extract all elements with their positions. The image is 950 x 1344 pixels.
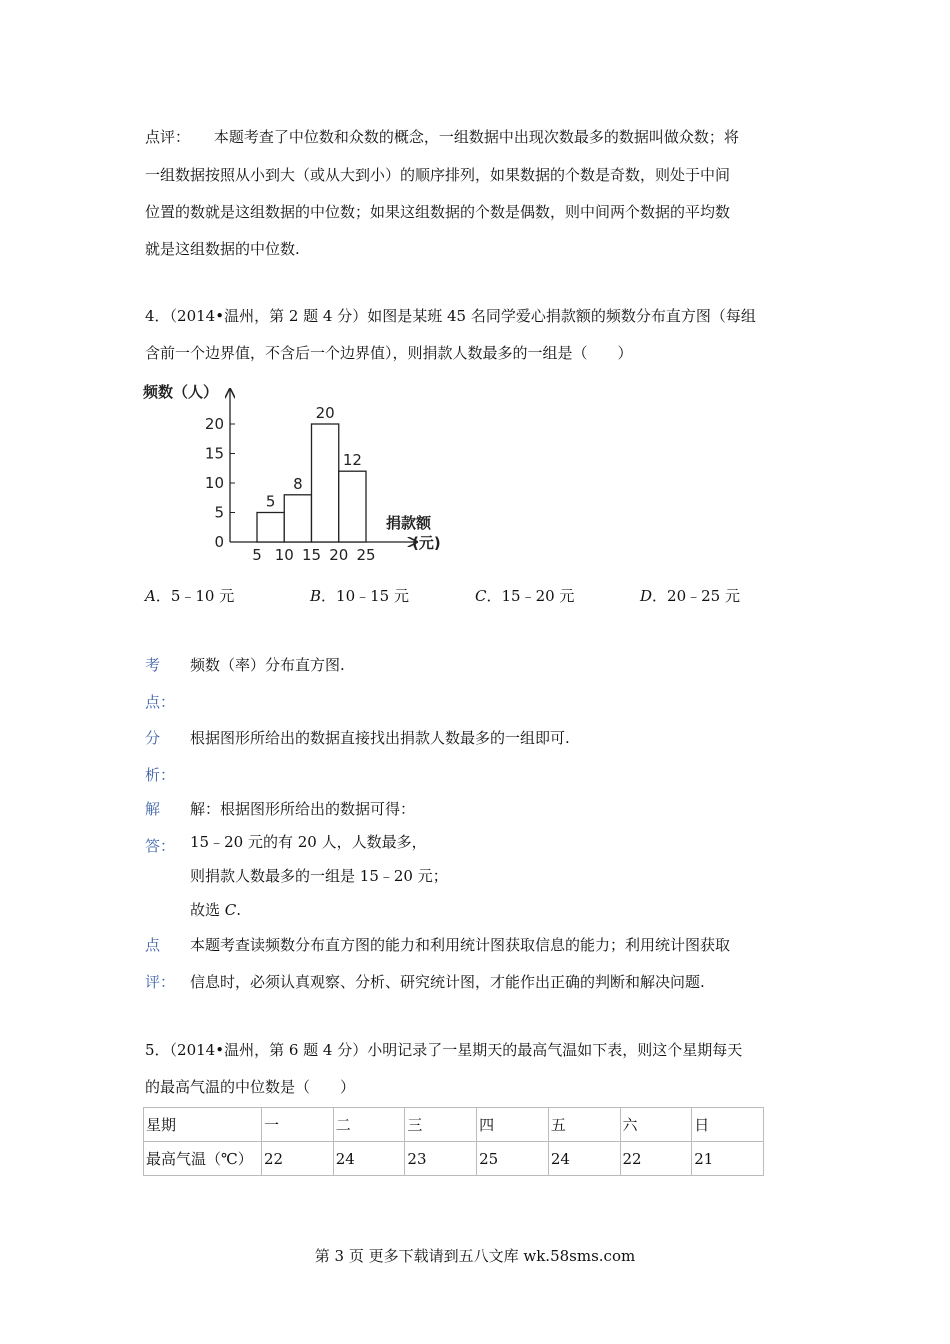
table-cell: 24 xyxy=(548,1142,620,1176)
choice-b-text: ．10﹣15 元 xyxy=(321,587,409,605)
comment-text-1: 本题考查了中位数和众数的概念，一组数据中出现次数最多的数据叫做众数；将 xyxy=(213,128,739,146)
table-cell: 22 xyxy=(262,1142,334,1176)
choice-b xyxy=(310,586,409,606)
table-cell: 21 xyxy=(692,1142,764,1176)
page-footer: 第 3 页 更多下载请到五八文库 wk.58sms.com xyxy=(314,1247,636,1265)
bar-value-label: 5 xyxy=(265,492,276,511)
jieda-line-3: 则捐款人数最多的一组是 15﹣20 元； xyxy=(190,867,448,885)
jieda-line-4 xyxy=(190,900,241,920)
fenxi-text: 根据图形所给出的数据直接找出捐款人数最多的一组即可. xyxy=(190,729,570,747)
q4-stem-line-2: 含前一个边界值，不含后一个边界值），则捐款人数最多的一组是（ ） xyxy=(145,344,633,362)
q5-stem-line-1: 5．（2014•温州，第 6 题 4 分）小明记录了一星期天的最高气温如下表，则这个星期每天 xyxy=(145,1041,743,1059)
chart-y-label: 频数（人） xyxy=(143,383,219,401)
temperature-table xyxy=(143,1107,764,1176)
chart-x-label-2: (元) xyxy=(412,534,441,552)
jieda-label-1: 解 xyxy=(145,800,161,818)
dianping-line-2: 信息时，必须认真观察、分析、研究统计图，才能作出正确的判断和解决问题. xyxy=(190,973,705,991)
table-cell: 四 xyxy=(477,1108,549,1142)
y-tick-label: 5 xyxy=(214,503,224,522)
choice-d-text: ．20﹣25 元 xyxy=(652,587,740,605)
choice-b-letter: B xyxy=(310,587,322,605)
choice-a-text: ．5﹣10 元 xyxy=(155,587,235,605)
table-cell: 23 xyxy=(405,1142,477,1176)
y-tick-label: 15 xyxy=(204,444,224,463)
table-row xyxy=(144,1142,764,1176)
histogram-bar xyxy=(339,471,366,542)
histogram-bar xyxy=(257,513,284,543)
dianping-label-2: 评： xyxy=(145,973,176,991)
table-cell: 日 xyxy=(692,1108,764,1142)
choice-c xyxy=(475,586,574,606)
kaodian-label-2: 点： xyxy=(145,693,176,711)
jieda-answer-letter: C xyxy=(224,901,237,919)
table-cell: 最高气温（℃） xyxy=(144,1142,262,1176)
fenxi-label-2: 析： xyxy=(145,766,176,784)
kaodian-label-1: 考 xyxy=(145,656,161,674)
dianping-line-1: 本题考查读频数分布直方图的能力和利用统计图获取信息的能力；利用统计图获取 xyxy=(190,936,731,954)
jieda-label-2: 答： xyxy=(145,837,176,855)
comment-line-4: 就是这组数据的中位数. xyxy=(145,240,300,258)
table-cell: 二 xyxy=(333,1108,405,1142)
x-tick-label: 15 xyxy=(301,546,322,564)
table-cell: 三 xyxy=(405,1108,477,1142)
q5-stem-line-2: 的最高气温的中位数是（ ） xyxy=(145,1078,356,1096)
y-tick-label: 20 xyxy=(204,415,224,433)
histogram-chart xyxy=(140,378,460,568)
choice-d-letter: D xyxy=(640,587,653,605)
y-tick-label: 0 xyxy=(214,533,224,551)
table-cell: 星期 xyxy=(144,1108,262,1142)
chart-x-label-1: 捐款额 xyxy=(386,514,432,532)
table-header-row xyxy=(144,1108,764,1142)
choice-a-letter: A xyxy=(145,587,156,605)
jieda-answer-prefix: 故选 xyxy=(190,901,225,919)
x-tick-label: 20 xyxy=(329,546,349,564)
histogram-bar xyxy=(284,495,311,542)
kaodian-text: 频数（率）分布直方图. xyxy=(190,656,345,674)
table-cell: 24 xyxy=(333,1142,405,1176)
table-cell: 一 xyxy=(262,1108,334,1142)
choice-c-text: ．15﹣20 元 xyxy=(486,587,575,605)
choice-d xyxy=(640,586,740,606)
bar-value-label: 12 xyxy=(342,451,362,470)
bar-value-label: 8 xyxy=(293,474,303,493)
table-cell: 25 xyxy=(477,1142,549,1176)
jieda-line-1: 解：根据图形所给出的数据可得： xyxy=(190,800,416,818)
comment-label: 点评： xyxy=(145,128,191,146)
table-cell: 五 xyxy=(548,1108,620,1142)
q4-stem-line-1: 4．（2014•温州，第 2 题 4 分）如图是某班 45 名同学爱心捐款额的频数分布直方图（每组 xyxy=(145,307,756,325)
comment-line-2: 一组数据按照从小到大（或从大到小）的顺序排列，如果数据的个数是奇数，则处于中间 xyxy=(145,166,731,184)
comment-line-1 xyxy=(145,127,739,147)
x-tick-label: 5 xyxy=(252,546,262,564)
dianping-label-1: 点 xyxy=(145,936,161,954)
table-cell: 六 xyxy=(620,1108,692,1142)
x-tick-label: 10 xyxy=(274,546,294,564)
jieda-answer-suffix: . xyxy=(236,901,242,919)
choice-a xyxy=(145,586,234,606)
histogram-bar xyxy=(312,424,339,542)
x-tick-label: 25 xyxy=(356,546,376,564)
comment-line-3: 位置的数就是这组数据的中位数；如果这组数据的个数是偶数，则中间两个数据的平均数 xyxy=(145,203,731,221)
choice-c-letter: C xyxy=(475,587,487,605)
bar-value-label: 20 xyxy=(315,404,335,422)
fenxi-label-1: 分 xyxy=(145,729,161,747)
table-cell: 22 xyxy=(620,1142,692,1176)
y-tick-label: 10 xyxy=(204,474,224,492)
jieda-line-2: 15﹣20 元的有 20 人，人数最多， xyxy=(190,833,427,851)
